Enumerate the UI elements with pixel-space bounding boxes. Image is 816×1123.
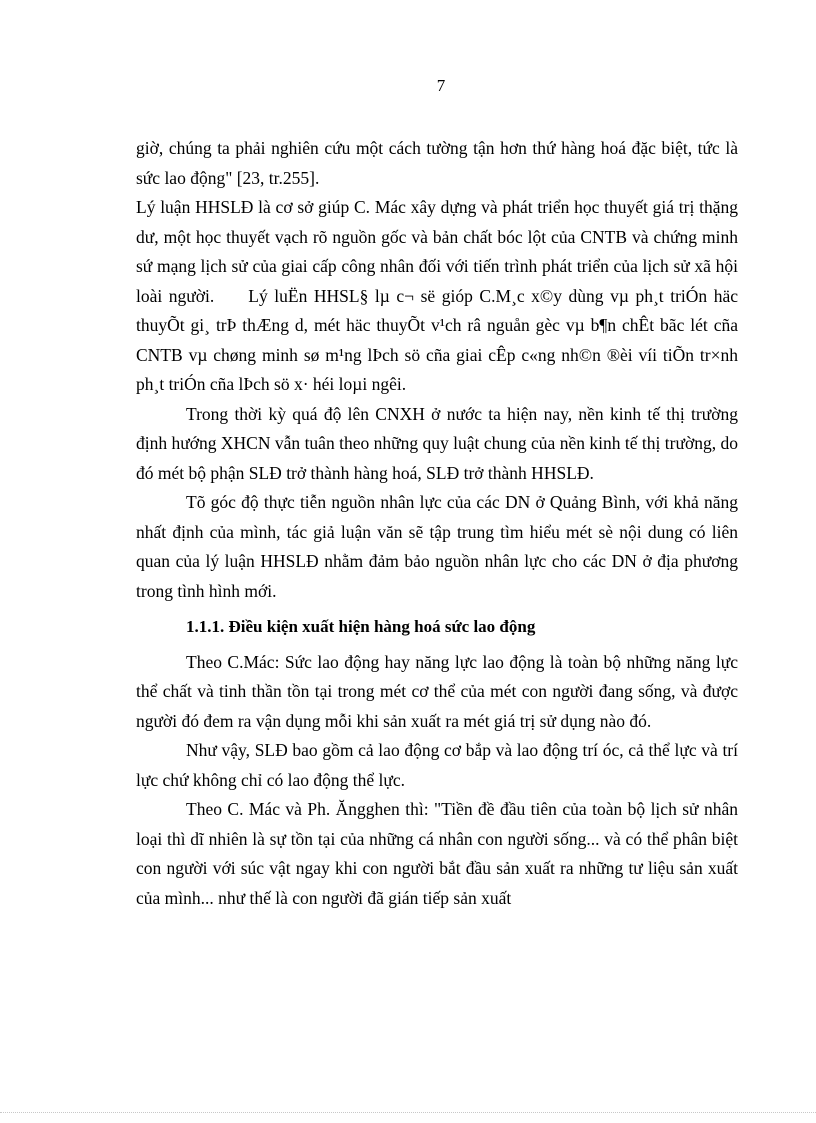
paragraph-continuation: giờ, chúng ta phải nghiên cứu một cách tường tận hơn thứ hàng hoá đặc biệt, tức là sức lao động" [23, tr.255]. (136, 138, 738, 188)
section-heading: 1.1.1. Điều kiện xuất hiện hàng hoá sức lao động (186, 617, 536, 636)
paragraph-transition-period: Trong thời kỳ quá độ lên CNXH ở nước ta hiện nay, nền kinh tế thị trường định hướng XHCN vẫn tuân theo những quy luật chung của nền kinh tế thị trường, do đó mét bộ phận SLĐ trở thành hàng hoá, SLĐ trở thành HHSLĐ. (136, 403, 738, 483)
page-bottom-divider (0, 1112, 816, 1113)
paragraph-labor-types: Như vậy, SLĐ bao gồm cả lao động cơ bắp và lao động trí óc, cả thể lực và trí lực chứ không chỉ có lao động thể lực. (136, 740, 738, 790)
page-number: 7 (436, 76, 446, 95)
document-body (136, 134, 738, 913)
paragraph-marx-engels-quote: Theo C. Mác và Ph. Ăngghen thì: "Tiền đề đầu tiên của toàn bộ lịch sử nhân loại thì dĩ nhiên là sự tồn tại của những cá nhân con người sống... và có thể phân biệt con người với súc vật ngay khi con người bắt đầu sản xuất ra những tư liệu sản xuất của mình... như thế là con người đã gián tiếp sản xuất (136, 799, 738, 908)
paragraph-marx-definition: Theo C.Mác: Sức lao động hay năng lực lao động là toàn bộ những năng lực thể chất và tinh thần tồn tại trong mét cơ thể của mét con người đang sống, và được người đó đem ra vận dụng mỗi khi sản xuất ra mét giá trị sử dụng nào đó. (136, 651, 738, 731)
paragraph-theory-basis: Lý luận HHSLĐ là cơ sở giúp C. Mác xây dựng và phát triển học thuyết giá trị thặng dư, một học thuyết vạch rõ nguồn gốc và bản chất bóc lột của CNTB và chứng minh sứ mạng lịch sử của giai cấp công nhân đối với tiến trình phát triển của lịch sử xã hội loài người. (136, 197, 738, 306)
paragraph-quang-binh: Tõ góc độ thực tiễn nguồn nhân lực của các DN ở Quảng Bình, với khả năng nhất định của mình, tác giả luận văn sẽ tập trung tìm hiểu mét sè nội dung có liên quan của lý luận HHSLĐ nhằm đảm bảo nguồn nhân lực cho các DN ở địa phương trong tình hình mới. (136, 492, 738, 601)
paragraph-theory-basis-legacy-encoding: Lý luËn HHSL§ lµ c¬ së gióp C.M¸c x©y dùng vµ ph¸t triÓn häc thuyÕt gi¸ trÞ thÆng d, mét häc thuyÕt v¹ch râ nguån gèc vµ b¶n chÊt bãc lét cña CNTB vµ chøng minh sø m¹ng lÞch sö cña giai cÊp c«ng nh©n ®èi víi tiÕn tr×nh ph¸t triÓn cña lÞch sö x· héi loµi ngêi. (136, 285, 738, 394)
